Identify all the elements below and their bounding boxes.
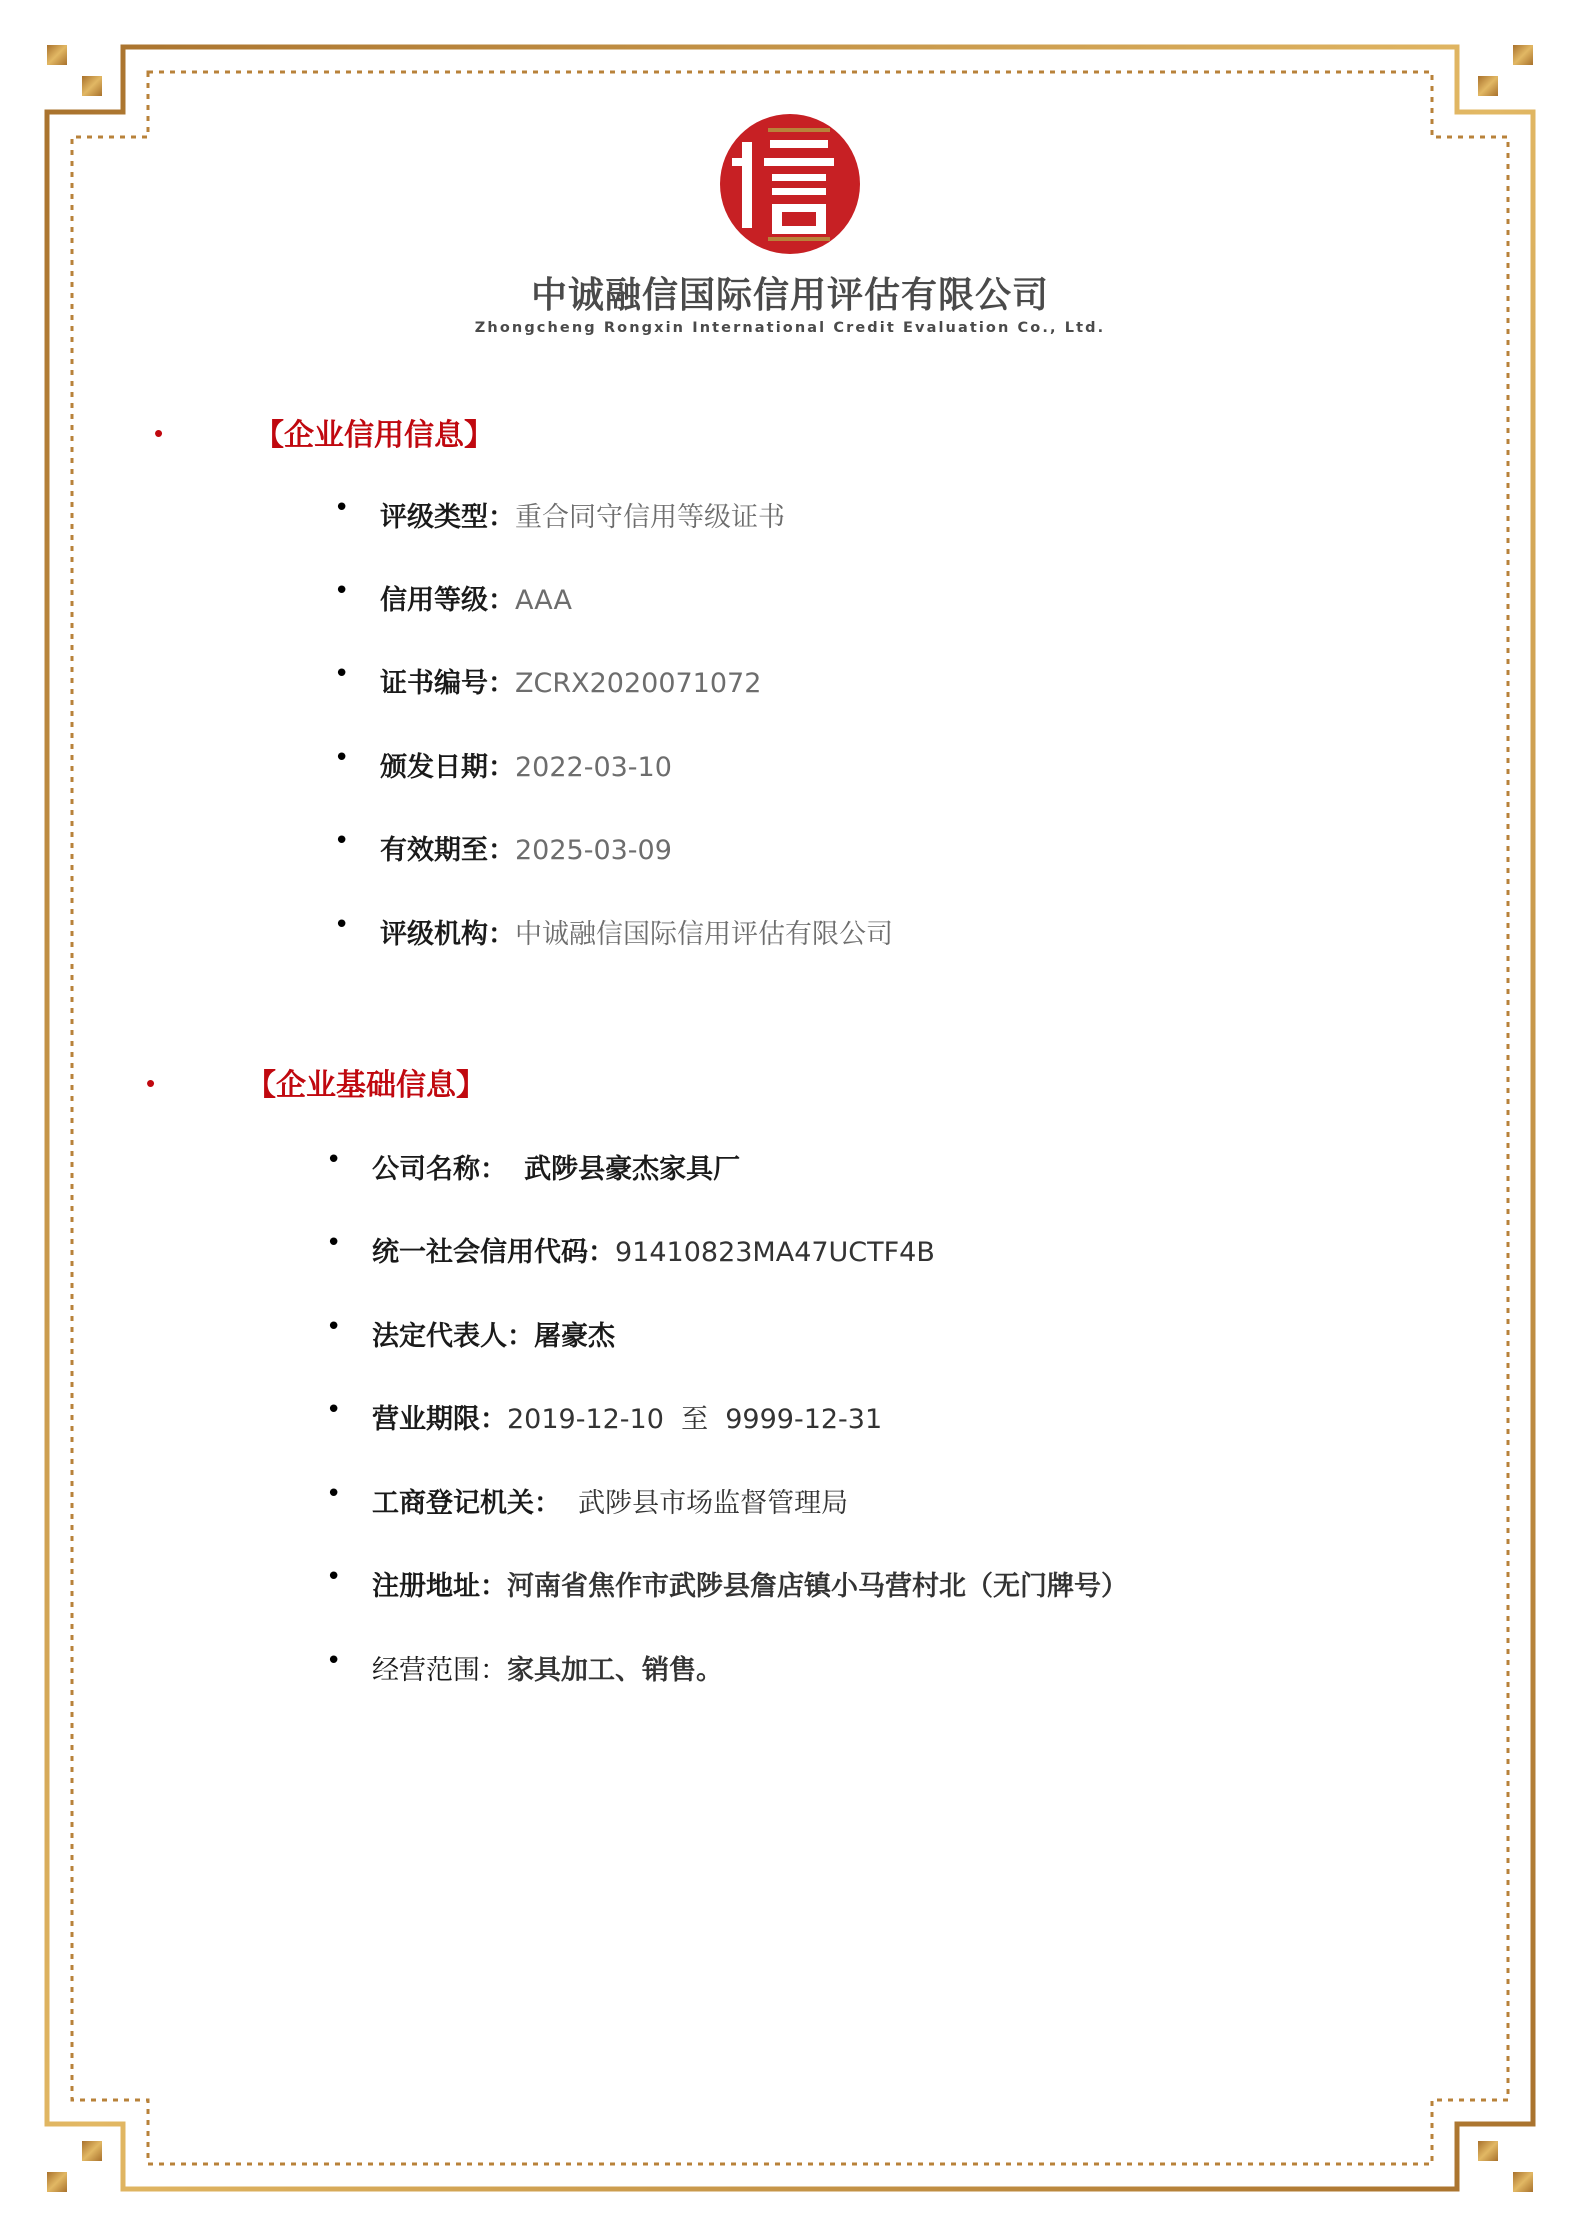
issue-date-row xyxy=(334,743,672,784)
credit-level-row xyxy=(334,576,572,617)
address-value: 河南省焦作市武陟县詹店镇小马营村北（无门牌号） xyxy=(507,1571,1128,1602)
registration-authority-label: 工商登记机关： xyxy=(372,1488,561,1519)
basic-section-title: 【企业基础信息】 xyxy=(246,1068,486,1103)
legal-rep-value: 屠豪杰 xyxy=(534,1321,615,1352)
business-scope-value: 家具加工、销售。 xyxy=(507,1655,723,1686)
business-term-label: 营业期限： xyxy=(372,1404,507,1435)
logo-name-en: Zhongcheng Rongxin International Credit Evaluation Co., Ltd. xyxy=(474,320,1106,336)
credit-level-value: AAA xyxy=(515,585,572,616)
credit-code-value: 91410823MA47UCTF4B xyxy=(615,1237,935,1268)
section-bullet: • xyxy=(146,1068,156,1098)
list-bullet: • xyxy=(326,1562,342,1592)
credit-section-title: 【企业信用信息】 xyxy=(254,418,494,453)
business-term-value: 2019-12-10 至 9999-12-31 xyxy=(507,1404,883,1435)
issue-date-label: 颁发日期： xyxy=(380,752,515,783)
rating-agency-value: 中诚融信国际信用评估有限公司 xyxy=(515,919,893,950)
list-bullet: • xyxy=(326,1228,342,1258)
business-scope-label: 经营范围： xyxy=(372,1655,507,1686)
list-bullet: • xyxy=(334,576,350,606)
list-bullet: • xyxy=(334,826,350,856)
list-bullet: • xyxy=(334,743,350,773)
cert-no-value: ZCRX2020071072 xyxy=(515,668,762,699)
rating-type-row xyxy=(334,493,785,534)
issue-date-value: 2022-03-10 xyxy=(515,752,672,783)
address-label: 注册地址： xyxy=(372,1571,507,1602)
address-row xyxy=(326,1562,1128,1603)
business-term-row xyxy=(326,1395,883,1436)
company-name-value: 武陟县豪杰家具厂 xyxy=(524,1154,741,1185)
list-bullet: • xyxy=(334,493,350,523)
business-scope-row xyxy=(326,1646,723,1687)
rating-type-value: 重合同守信用等级证书 xyxy=(515,502,785,533)
cert-no-row xyxy=(334,659,762,700)
company-name-row xyxy=(326,1145,741,1186)
credit-level-label: 信用等级： xyxy=(380,585,515,616)
logo-name-cn: 中诚融信国际信用评估有限公司 xyxy=(530,275,1049,316)
list-bullet: • xyxy=(326,1145,342,1175)
xin-seal-logo xyxy=(710,112,870,257)
valid-until-value: 2025-03-09 xyxy=(515,835,672,866)
list-bullet: • xyxy=(326,1479,342,1509)
list-bullet: • xyxy=(334,659,350,689)
company-logo xyxy=(0,112,1580,336)
registration-authority-value: 武陟县市场监督管理局 xyxy=(578,1488,849,1519)
valid-until-label: 有效期至： xyxy=(380,835,515,866)
list-bullet: • xyxy=(326,1312,342,1342)
credit-code-row xyxy=(326,1228,935,1269)
registration-authority-row xyxy=(326,1479,849,1520)
section-bullet: • xyxy=(154,418,164,448)
rating-agency-label: 评级机构： xyxy=(380,919,515,950)
list-bullet: • xyxy=(326,1395,342,1425)
legal-rep-label: 法定代表人： xyxy=(372,1321,534,1352)
company-name-label: 公司名称： xyxy=(372,1154,507,1185)
cert-no-label: 证书编号： xyxy=(380,668,515,699)
list-bullet: • xyxy=(326,1646,342,1676)
rating-type-label: 评级类型： xyxy=(380,502,515,533)
valid-until-row xyxy=(334,826,672,867)
rating-agency-row xyxy=(334,910,893,951)
legal-rep-row xyxy=(326,1312,615,1353)
credit-code-label: 统一社会信用代码： xyxy=(372,1237,615,1268)
list-bullet: • xyxy=(334,910,350,940)
